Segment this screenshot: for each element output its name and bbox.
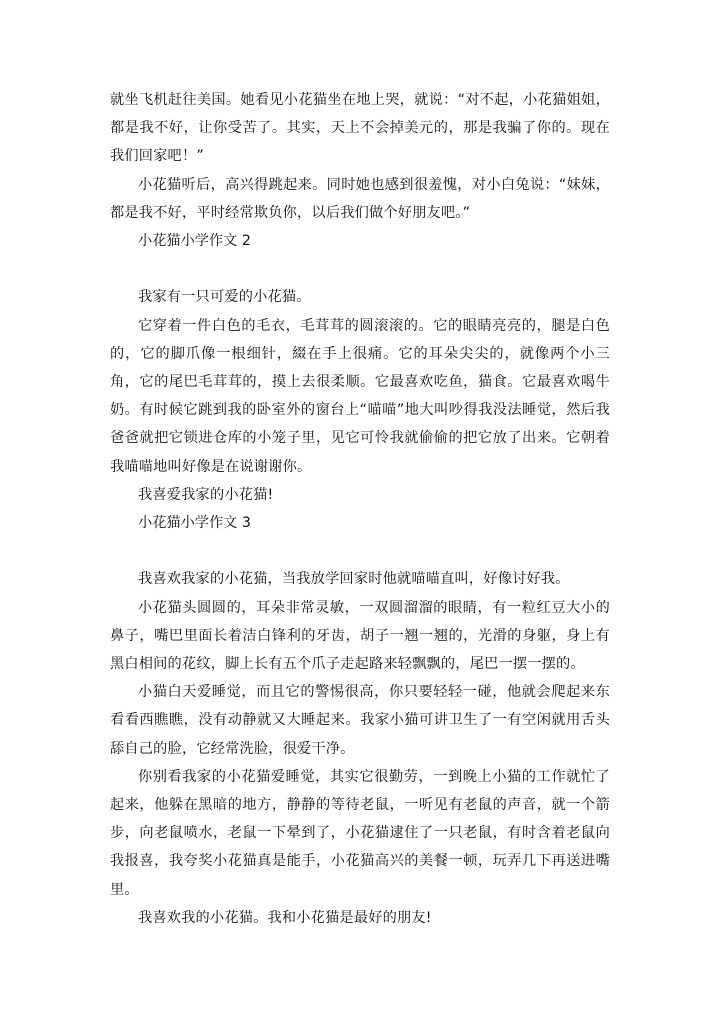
paragraph-continuation: 就坐飞机赶往美国。她看见小花猫坐在地上哭，就说：“对不起，小花猫姐姐，都是我不好，让你受苦了。其实，天上不会掉美元的，那是我骗了你的。现在我们回家吧！” [110,92,610,165]
essay-2-heading: 小花猫小学作文 2 [138,233,251,250]
essay-3-paragraph: 你别看我家的小花猫爱睡觉，其实它很勤劳，一到晚上小猫的工作就忙了起来，他躲在黑暗的地方，静静的等待老鼠，一听见有老鼠的声音，就一个箭步，向老鼠喷水，老鼠一下晕到了，小花猫逮住了一只老鼠，有时含着老鼠向我报喜，我夸奖小花猫真是能手，小花猫高兴的美餐一顿，玩弄几下再送进嘴里。 [110,768,610,898]
blank-line [110,255,610,283]
essay-3-paragraph: 我喜欢我家的小花猫，当我放学回家时他就喵喵直叫，好像讨好我。 [138,571,570,588]
blank-line [110,537,610,565]
essay-2-paragraph: 我家有一只可爱的小花猫。 [138,289,311,306]
document-body [110,86,610,932]
essay-3-paragraph: 我喜欢我的小花猫。我和小花猫是最好的朋友! [138,909,432,926]
essay-3-paragraph: 小猫白天爱睡觉，而且它的警惕很高，你只要轻轻一碰，他就会爬起来东看看西瞧瞧，没有动静就又大睡起来。我家小猫可讲卫生了一有空闲就用舌头舔自己的脸，它经常洗脸，很爱干净。 [110,684,610,757]
essay-2-paragraph: 我喜爱我家的小花猫! [138,486,274,503]
essay-3-paragraph: 小花猫头圆圆的，耳朵非常灵敏，一双圆溜溜的眼睛，有一粒红豆大小的鼻子，嘴巴里面长着洁白锋利的牙齿，胡子一翘一翘的，光滑的身躯，身上有黑白相间的花纹，脚上长有五个爪子走起路来轻飘飘的，尾巴一摆一摆的。 [110,599,610,673]
essay-2-paragraph: 它穿着一件白色的毛衣，毛茸茸的圆滚滚的。它的眼睛亮亮的，腿是白色的，它的脚爪像一根细针，綴在手上很痛。它的耳朵尖尖的，就像两个小三角，它的尾巴毛茸茸的，摸上去很柔顺。它最喜欢吃鱼，猫食。它最喜欢喝牛奶。有时候它跳到我的卧室外的窗台上“喵喵”地大叫吵得我没法睡觉，然后我爸爸就把它锁进仓库的小笼子里，见它可怜我就偷偷的把它放了出来。它朝着我喵喵地叫好像是在说谢谢你。 [110,317,610,475]
paragraph-reconcile: 小花猫听后，高兴得跳起来。同时她也感到很羞愧，对小白兔说：“妹妹，都是我不好，平时经常欺负你，以后我们做个好朋友吧。” [110,176,610,221]
essay-3-heading: 小花猫小学作文 3 [138,515,251,532]
